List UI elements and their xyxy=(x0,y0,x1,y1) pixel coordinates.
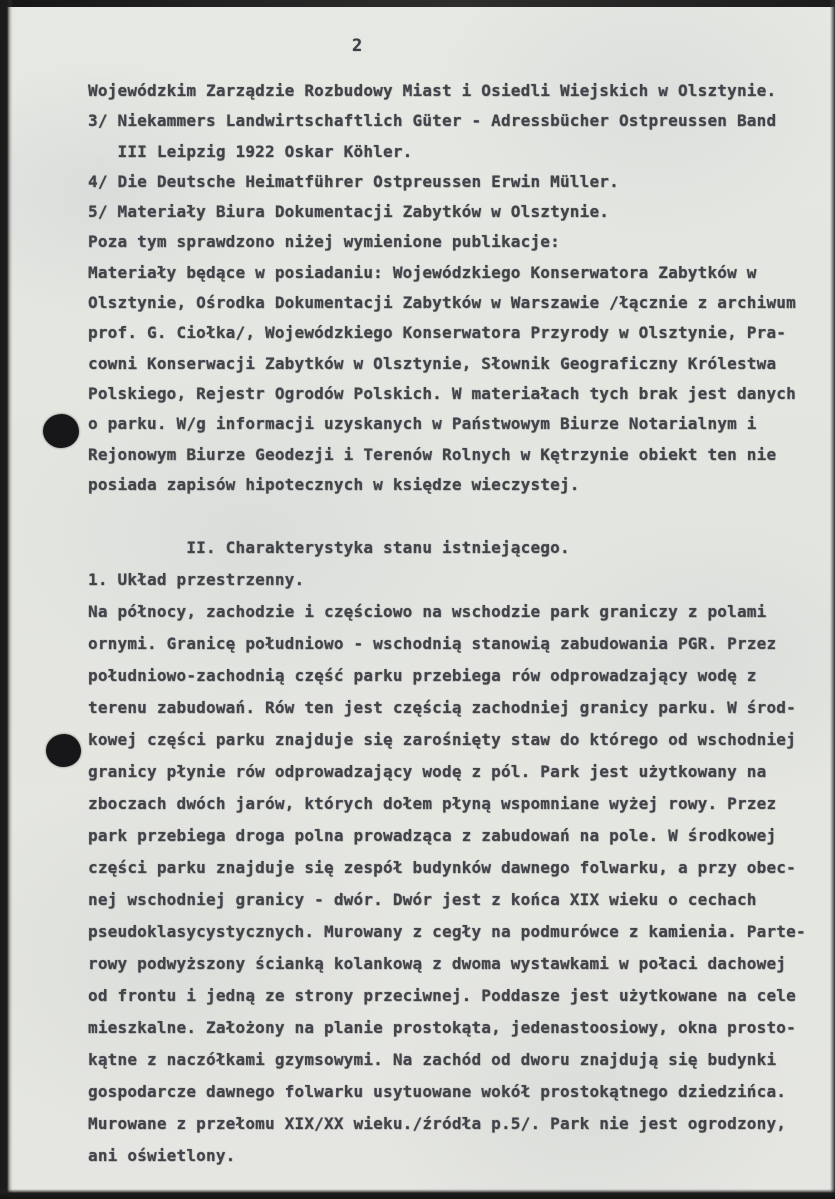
text-line: ornymi. Granicę południowo - wschodnią stanowią zabudowania PGR. Przez xyxy=(88,634,777,653)
section-characteristics xyxy=(88,532,828,1172)
subsection-heading: 1. Układ przestrzenny. xyxy=(88,570,305,589)
text-line: o parku. W/g informacji uzyskanych w Państwowym Biurze Notarialnym i xyxy=(88,414,757,434)
text-line: terenu zabudowań. Rów ten jest częścią zachodniej granicy parku. W środ- xyxy=(88,698,796,717)
text-line: prof. G. Ciołka/, Wojewódzkiego Konserwatora Przyrody w Olsztynie, Pra- xyxy=(88,323,787,343)
text-line: 5/ Materiały Biura Dokumentacji Zabytków w Olsztynie. xyxy=(88,202,610,222)
text-line: zboczach dwóch jarów, których dołem płyną wspomniane wyżej rowy. Przez xyxy=(88,794,777,813)
text-line: cowni Konserwacji Zabytków w Olsztynie, Słownik Geograficzny Królestwa xyxy=(88,353,777,373)
text-line: granicy płynie rów odprowadzający wodę z pól. Park jest użytkowany na xyxy=(88,762,767,781)
text-line: kątne z naczółkami gzymsowymi. Na zachód od dworu znajdują się budynki xyxy=(88,1050,777,1069)
scan-edge-right xyxy=(830,0,835,1199)
text-line: 4/ Die Deutsche Heimatführer Ostpreussen Erwin Müller. xyxy=(88,171,619,191)
text-line: nej wschodniej granicy - dwór. Dwór jest z końca XIX wieku o cechach xyxy=(88,890,757,909)
text-line: od frontu i jedną ze strony przeciwnej. Poddasze jest użytkowane na cele xyxy=(88,986,796,1005)
text-line: Polskiego, Rejestr Ogrodów Polskich. W materiałach tych brak jest danych xyxy=(88,383,796,403)
text-line: park przebiega droga polna prowadząca z zabudowań na pole. W środkowej xyxy=(88,826,777,845)
text-line: Na północy, zachodzie i częściowo na wschodzie park graniczy z polami xyxy=(88,602,767,621)
text-line: 3/ Niekammers Landwirtschaftlich Güter - Adressbücher Ostpreussen Band xyxy=(88,111,777,131)
text-line: ani oświetlony. xyxy=(88,1146,236,1165)
scan-edge-top xyxy=(0,0,835,7)
text-line: gospodarcze dawnego folwarku usytuowane wokół prostokątnego dziedzińca. xyxy=(88,1082,787,1101)
text-line: części parku znajduje się zespół budynków dawnego folwarku, a przy obec- xyxy=(88,858,796,877)
scan-edge-left xyxy=(0,0,13,1199)
text-line: Rejonowym Biurze Geodezji i Terenów Rolnych w Kętrzynie obiekt ten nie xyxy=(88,444,777,464)
text-line: III Leipzig 1922 Oskar Köhler. xyxy=(88,141,413,161)
page-number: 2 xyxy=(352,36,363,56)
text-line: kowej części parku znajduje się zarośnięty staw do którego od wschodniej xyxy=(88,730,796,749)
text-line: południowo-zachodnią część parku przebiega rów odprowadzający wodę z xyxy=(88,666,757,685)
text-line: Murowane z przełomu XIX/XX wieku./źródła p.5/. Park nie jest ogrodzony, xyxy=(88,1114,787,1133)
text-line: pseudoklasycystycznych. Murowany z cegły na podmurówce z kamienia. Parte- xyxy=(88,922,806,941)
text-line: Wojewódzkim Zarządzie Rozbudowy Miast i Osiedli Wiejskich w Olsztynie. xyxy=(88,81,777,100)
text-line: mieszkalne. Założony na planie prostokąta, jedenastoosiowy, okna prosto- xyxy=(88,1018,796,1037)
text-line: Materiały będące w posiadaniu: Wojewódzkiego Konserwatora Zabytków w xyxy=(88,262,757,282)
text-line: Olsztynie, Ośrodka Dokumentacji Zabytków w Warszawie /łącznie z archiwum xyxy=(88,293,796,313)
scan-edge-bottom xyxy=(0,1189,835,1199)
hole-punch-top xyxy=(43,414,79,448)
text-line: Poza tym sprawdzono niżej wymienione publikacje: xyxy=(88,232,560,252)
section-heading: II. Charakterystyka stanu istniejącego. xyxy=(88,538,570,557)
paragraph-sources xyxy=(88,76,828,500)
text-line: posiada zapisów hipotecznych w księdze wieczystej. xyxy=(88,474,580,494)
text-line: rowy podwyższony ścianką kolankową z dwoma wystawkami w połaci dachowej xyxy=(88,954,787,973)
hole-punch-bottom xyxy=(46,734,81,767)
